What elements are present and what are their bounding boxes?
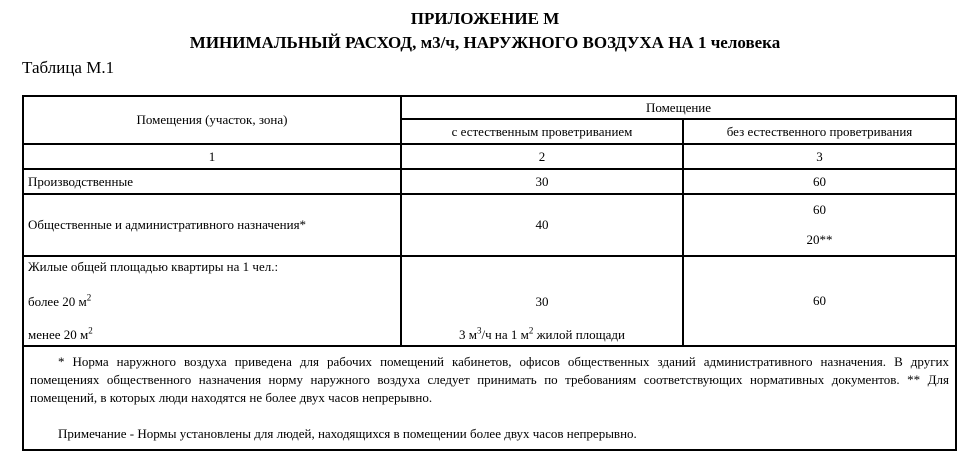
header-premises: Помещения (участок, зона) (23, 96, 401, 144)
row-label: Общественные и административного назначения* (23, 194, 401, 256)
cell-value: 60 (683, 169, 956, 194)
value-under-20 (406, 325, 678, 345)
column-number: 3 (683, 144, 956, 169)
superscript: 2 (88, 325, 93, 336)
table-row (23, 256, 956, 346)
header-natural-ventilation: с естественным проветриванием (401, 119, 683, 144)
superscript: 3 (476, 325, 482, 336)
sub-label: менее 20 м (28, 327, 89, 342)
value-normal: 60 (813, 202, 826, 217)
column-number: 1 (23, 144, 401, 169)
note-text: Примечание - Нормы установлены для людей, находящихся в помещении более двух часов непрерывно. (58, 426, 637, 441)
sub-row-under-20 (28, 325, 396, 345)
text: 3 м (458, 327, 477, 342)
cell-value (683, 194, 956, 256)
column-number: 2 (401, 144, 683, 169)
value-short-stay: 20** (806, 232, 833, 247)
cell-value (401, 256, 683, 346)
header-no-natural-ventilation: без естественного проветривания (683, 119, 956, 144)
sub-label: более 20 м (28, 294, 87, 309)
residential-label: Жилые общей площадью квартиры на 1 чел.: (28, 259, 279, 274)
text: жилой площади (533, 327, 626, 342)
superscript: 2 (528, 325, 534, 336)
sub-row-over-20 (28, 291, 396, 313)
row-label (23, 256, 401, 346)
table-row (23, 194, 956, 256)
row-label: Производственные (23, 169, 401, 194)
cell-value: 60 (683, 256, 956, 346)
footnotes (23, 346, 956, 450)
table-row (23, 169, 956, 194)
footnote-text: * Норма наружного воздуха приведена для рабочих помещений кабинетов, офисов общественных зданий административного назначения. В других помещениях общественного назначения норму наружного воздуха следует принимать по требованиям соответствующих нормативных документов. ** Для помещений, в которых люди находятся не более двух часов непрерывно. (30, 354, 949, 405)
table-caption: Таблица М.1 (22, 58, 115, 77)
cell-value: 30 (401, 169, 683, 194)
column-numbers-row (23, 144, 956, 169)
superscript: 2 (86, 292, 92, 303)
air-norms-table (22, 95, 957, 451)
value-over-20: 30 (535, 294, 549, 309)
header-group: Помещение (401, 96, 956, 119)
text: /ч на 1 м (481, 327, 529, 342)
appendix-subtitle: МИНИМАЛЬНЫЙ РАСХОД, м3/ч, НАРУЖНОГО ВОЗДУХА НА 1 человека (189, 33, 781, 52)
cell-value: 40 (401, 194, 683, 256)
appendix-title: ПРИЛОЖЕНИЕ М (410, 9, 560, 28)
